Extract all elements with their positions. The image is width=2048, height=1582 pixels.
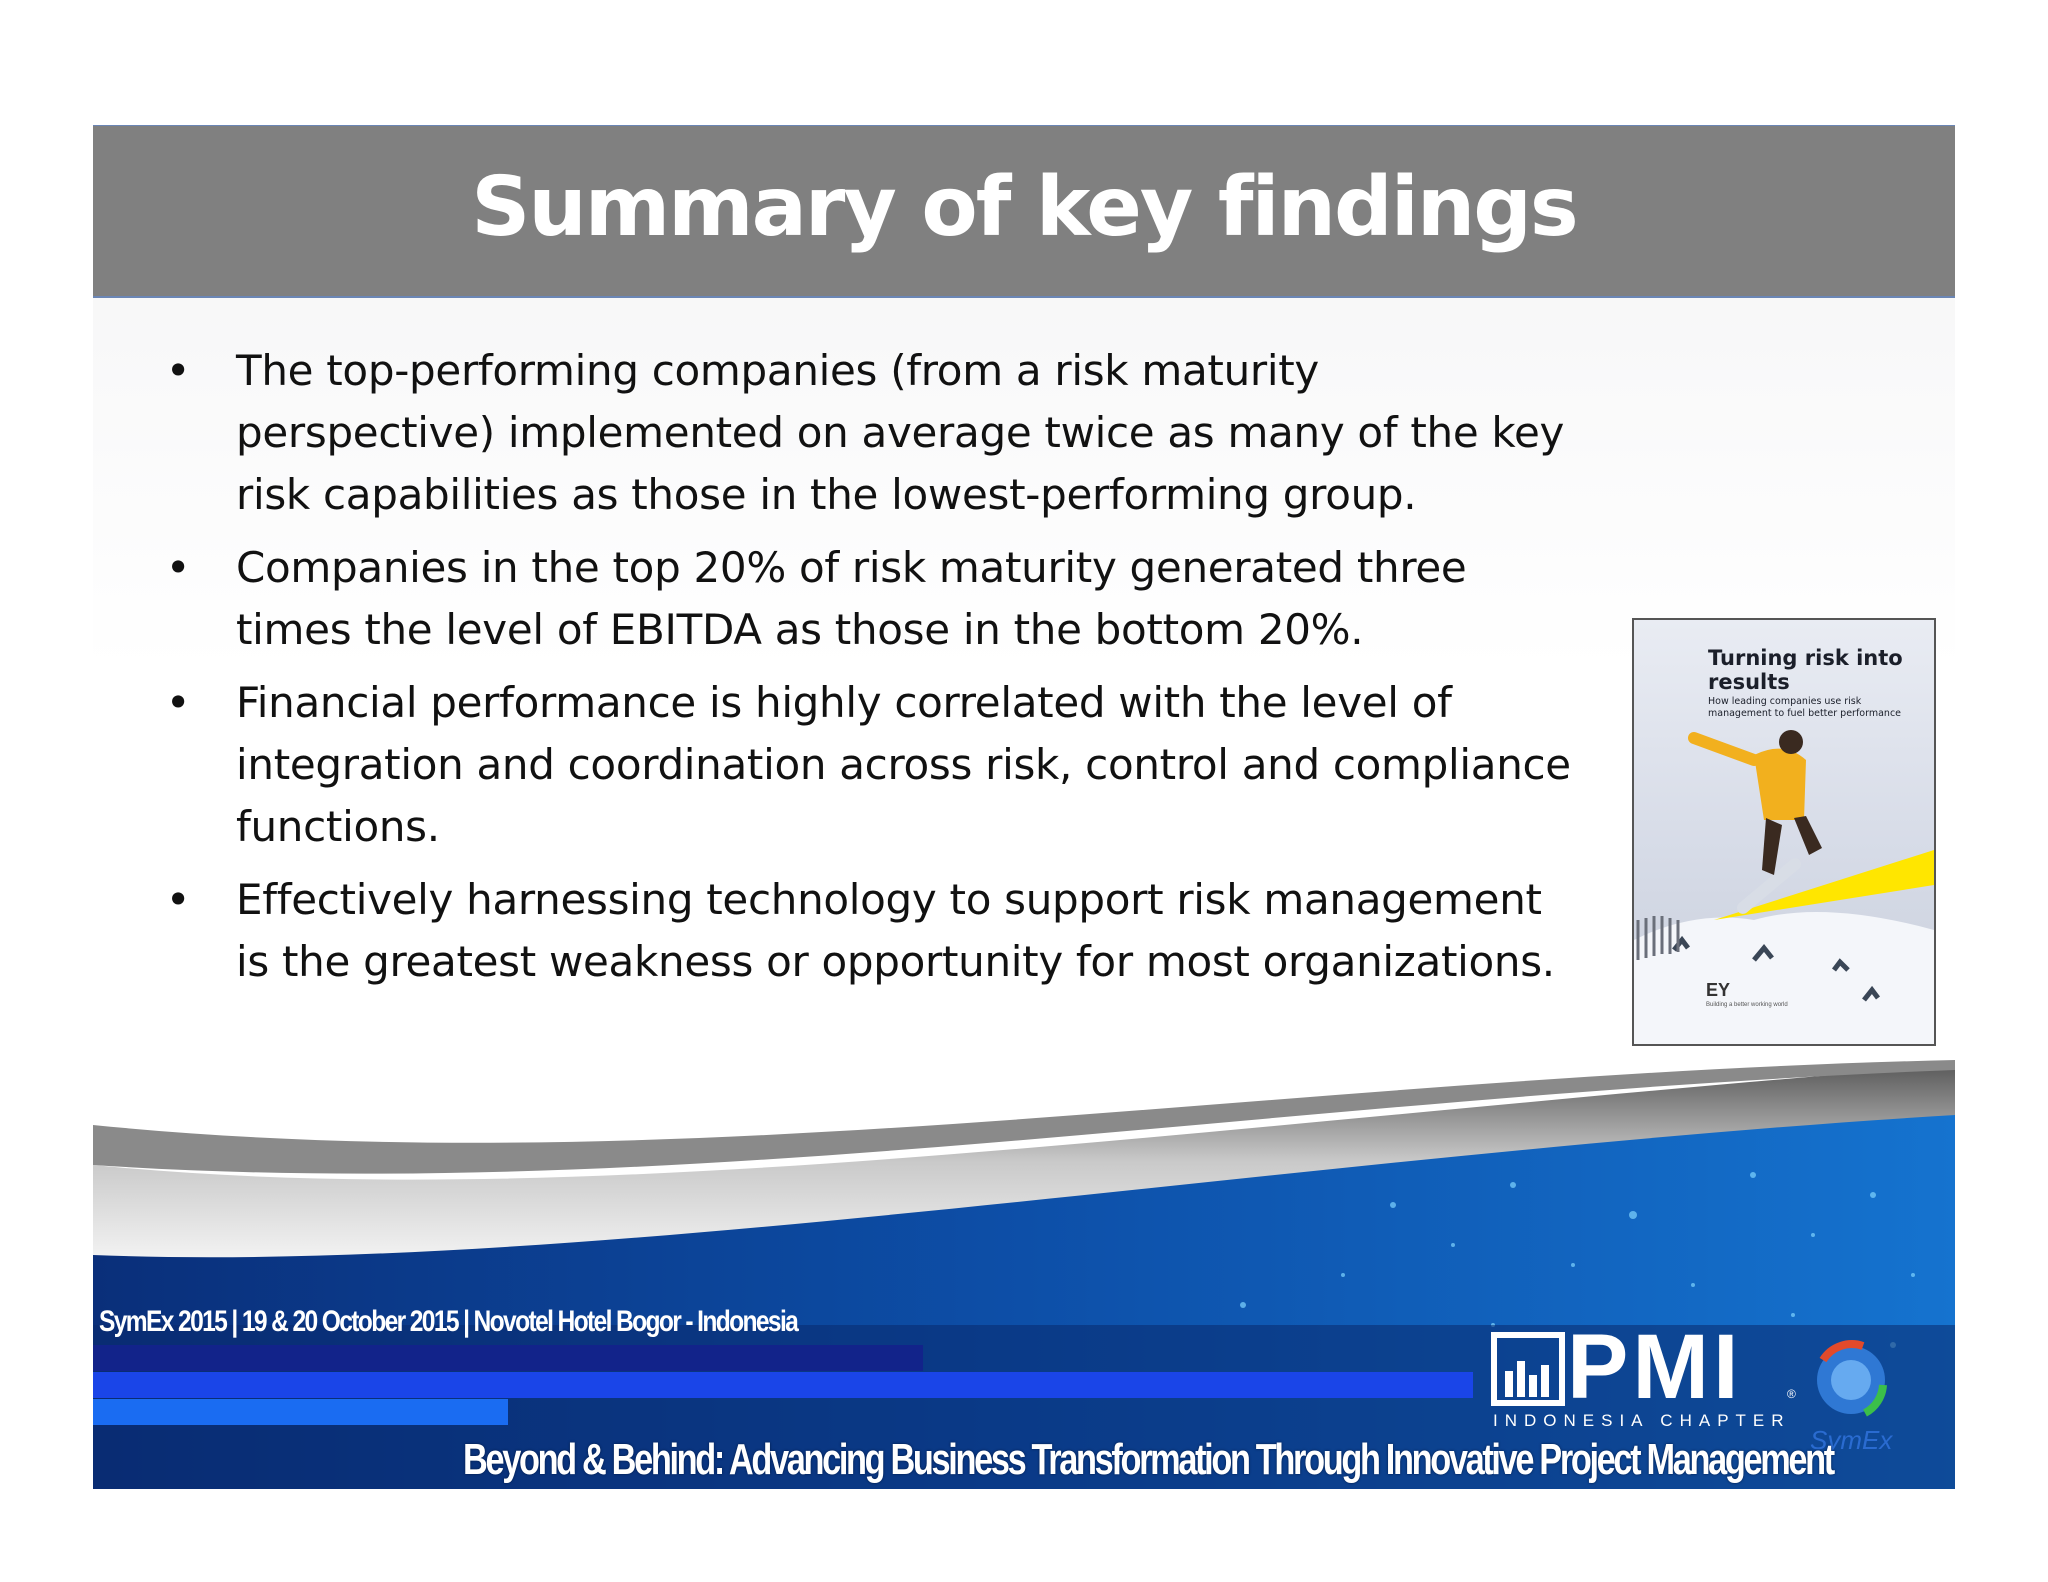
ey-tagline: Building a better working world <box>1706 1002 1788 1008</box>
bullet-text: The top-performing companies (from a risk maturity perspective) implemented on average twice as many of the key risk capabilities as those in the lowest-performing group. <box>236 346 1565 519</box>
cover-title: Turning risk into results <box>1708 646 1903 694</box>
bullet-text: Financial performance is highly correlated with the level of integration and coordination across risk, control and compliance functions. <box>236 678 1571 851</box>
cover-subtitle: How leading companies use risk management to fuel better performance <box>1708 696 1902 719</box>
bullet-text: Effectively harnessing technology to support risk management is the greatest weakness or opportunity for most organizations. <box>236 875 1555 986</box>
slide-title: Summary of key findings <box>471 159 1577 255</box>
conference-theme: Beyond & Behind: Advancing Business Transformation Through Innovative Project Management <box>463 1435 1833 1484</box>
bullet-marker: • <box>165 543 191 592</box>
event-info: SymEx 2015 | 19 & 20 October 2015 | Novotel Hotel Bogor - Indonesia <box>99 1305 798 1338</box>
pmi-logo: PMI <box>1567 1316 1743 1418</box>
bullet-marker: • <box>165 678 191 727</box>
bullet-marker: • <box>165 875 191 924</box>
symex-logo: SymEx <box>1810 1425 1893 1455</box>
pmi-chapter-label: INDONESIA CHAPTER <box>1493 1411 1791 1430</box>
ey-logo: EY <box>1706 980 1731 1000</box>
slide <box>93 125 1955 1489</box>
registered-mark: ® <box>1787 1387 1796 1401</box>
bullet-marker: • <box>165 346 191 395</box>
bullet-text: Companies in the top 20% of risk maturity generated three times the level of EBITDA as those in the bottom 20%. <box>236 543 1467 654</box>
footer-artwork <box>93 125 1955 1489</box>
